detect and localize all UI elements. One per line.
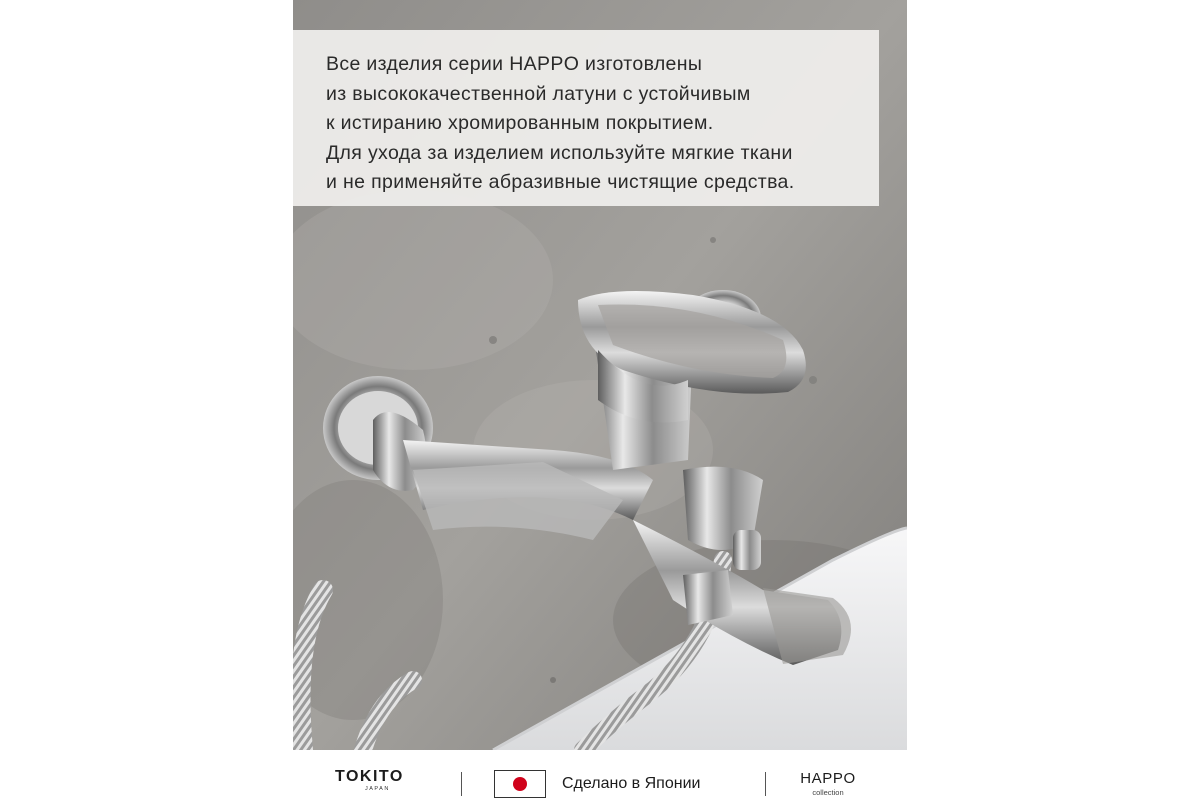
caption-line: к истиранию хромированным покрытием. (326, 112, 714, 134)
divider (765, 772, 766, 796)
collection-logo (798, 770, 858, 800)
origin-text: Сделано в Японии (562, 775, 701, 792)
brand-logo (335, 768, 427, 796)
caption-line: Для ухода за изделием используйте мягкие ткани (326, 141, 793, 164)
flag-disc (513, 777, 527, 791)
caption-line: и не применяйте абразивные чистящие средства. (326, 171, 795, 193)
brand-tagline: JAPAN (365, 786, 390, 792)
product-card (293, 0, 907, 800)
caption-box (293, 30, 879, 206)
collection-sub: collection (812, 788, 844, 797)
footer-bar (293, 750, 907, 800)
brand-name: TOKITO (335, 768, 404, 785)
divider (461, 772, 462, 796)
caption-line: из высококачественной латуни с устойчивым (326, 82, 751, 105)
japan-flag-icon (494, 770, 546, 798)
caption-line: Все изделия серии HAPPO изготовлены (326, 53, 703, 75)
collection-name: HAPPO (800, 770, 856, 787)
